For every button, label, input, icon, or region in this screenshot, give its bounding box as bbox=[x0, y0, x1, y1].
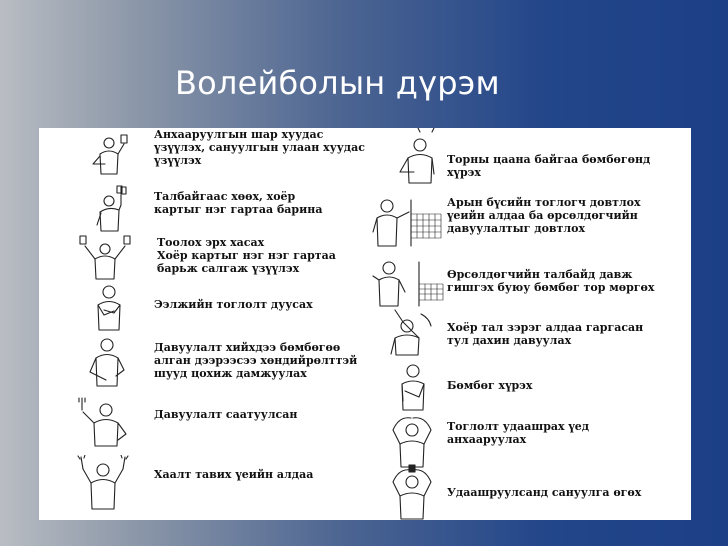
signal-item-card-warning bbox=[39, 128, 409, 178]
signal-item-reaching-beyond-net bbox=[369, 128, 691, 188]
referee-ball-touched-icon bbox=[391, 363, 435, 411]
referee-attack-hit-fault-icon bbox=[369, 192, 445, 248]
signal-caption: Удаашруулсанд сануулга өгөх bbox=[447, 486, 642, 499]
referee-reaching-beyond-net-icon bbox=[394, 128, 440, 186]
signal-item-expulsion bbox=[39, 185, 409, 235]
signal-caption: Тоглолт удаашрах үед анхааруулах bbox=[447, 420, 590, 446]
signal-item-delay-in-service bbox=[39, 396, 409, 448]
referee-double-fault-icon bbox=[381, 308, 437, 356]
signal-caption: Ээлжийн тоглолт дуусах bbox=[154, 298, 313, 311]
signal-caption: Арын бүсийн тоглогч довтлох үеийн алдаа ба өрсөлдөгчийн давуулалтыг довтлох bbox=[447, 196, 641, 235]
signal-caption: Өрсөлдөгчийн талбайд давж гишгэх буюу бөмбөг тор мөргөх bbox=[447, 268, 655, 294]
signal-item-ball-touched bbox=[369, 363, 691, 413]
signal-item-delay-penalty bbox=[369, 464, 691, 520]
referee-blocking-fault-icon bbox=[73, 455, 133, 511]
referee-yellow-red-card-icon bbox=[89, 134, 129, 176]
signal-caption: Давуулалт саатуулсан bbox=[154, 408, 298, 421]
referee-end-of-set-icon bbox=[87, 283, 131, 331]
referee-disqualification-icon bbox=[77, 234, 133, 280]
signal-caption: Хоёр тал зэрэг алдаа гаргасан тул дахин давуулах bbox=[447, 321, 644, 347]
slide-title: Волейболын дүрэм bbox=[175, 64, 500, 102]
referee-expulsion-icon bbox=[91, 185, 131, 233]
signal-caption: Хаалт тавих үеийн алдаа bbox=[154, 468, 314, 481]
signal-item-penetration-under-net bbox=[369, 256, 691, 304]
referee-delay-warning-icon bbox=[383, 412, 441, 468]
signal-caption: Тоолох эрх хасах Хоёр картыг нэг нэг гартаа барьж салгаж үзүүлэх bbox=[157, 236, 336, 275]
signal-caption: Торны цаана байгаа бөмбөгөнд хүрэх bbox=[447, 153, 651, 179]
signal-item-delay-warning bbox=[369, 410, 691, 466]
signal-caption: Анхааруулгын шар хуудас үзүүлэх, сануулгын улаан хуудас үзүүлэх bbox=[154, 128, 365, 167]
signal-item-double-fault bbox=[369, 308, 691, 358]
signal-caption: Бөмбөг хүрэх bbox=[447, 379, 533, 392]
signal-item-ball-not-tossed bbox=[39, 336, 409, 392]
referee-delay-penalty-icon bbox=[383, 464, 441, 520]
signal-caption: Давуулалт хийхдээ бөмбөгөө алган дээрээсээ хөндийрөлттэй шууд цохиж дамжуулах bbox=[154, 341, 358, 380]
referee-delay-in-service-icon bbox=[74, 396, 130, 448]
signal-item-end-of-set bbox=[39, 283, 409, 333]
signal-item-disqualification bbox=[39, 231, 409, 281]
referee-penetration-under-net-icon bbox=[369, 258, 445, 308]
signal-item-attack-hit-fault bbox=[369, 190, 691, 250]
referee-signals-panel bbox=[39, 128, 691, 520]
signal-caption: Талбайгаас хөөх, хоёр картыг нэг гартаа барина bbox=[154, 190, 323, 216]
referee-ball-not-tossed-icon bbox=[84, 336, 132, 390]
signal-item-blocking-fault bbox=[39, 451, 409, 511]
